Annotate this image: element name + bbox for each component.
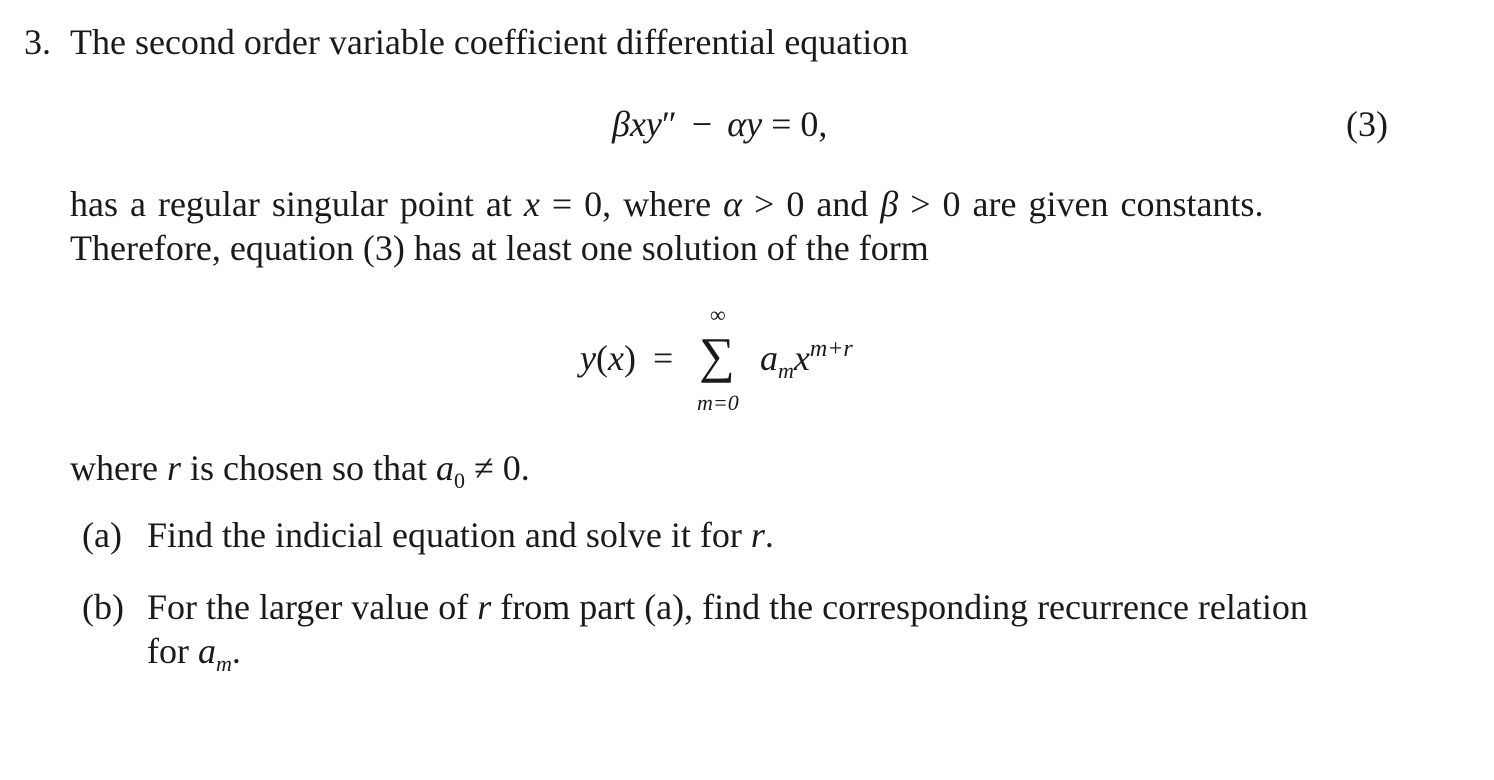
eq3-alpha: α [727, 104, 747, 144]
problem-heading: The second order variable coefficient differential equation [70, 22, 909, 62]
series-exponent: m+r [809, 336, 853, 362]
summation-sign: ∑ [699, 327, 735, 383]
series-coef-sub: m [778, 358, 794, 383]
equation-3 [612, 106, 827, 142]
part-b-line-1 [147, 589, 1308, 625]
series-var: x [793, 338, 810, 378]
part-a-end: . [764, 515, 774, 555]
where-a-sub: 0 [453, 468, 465, 493]
part-b-for: for [147, 631, 189, 671]
paragraph-line-2: Therefore, equation (3) has at least one solution of the form [70, 228, 929, 268]
eq3-minus: − [691, 104, 713, 144]
para1-eq: = 0, where [551, 184, 712, 224]
part-b-end: . [231, 631, 241, 671]
sum-lower-limit: m=0 [697, 390, 739, 415]
sum-upper-limit: ∞ [710, 302, 726, 327]
series-close-paren: ) [623, 338, 636, 378]
series-x: x [607, 338, 624, 378]
where-text-1: where [70, 448, 158, 488]
eq3-primes: ″ [661, 104, 677, 144]
problem-number: 3. [24, 22, 51, 62]
series-y: y [580, 338, 596, 378]
part-b-label: (b) [82, 587, 124, 627]
where-line [70, 448, 530, 493]
where-text-2: is chosen so that [189, 448, 427, 488]
where-neq: ≠ 0. [473, 448, 530, 488]
part-a-r: r [750, 515, 765, 555]
eq3-y: y [645, 104, 662, 144]
part-b-text-1: For the larger value of [147, 587, 469, 627]
para1-beta: β [880, 184, 899, 224]
part-b-a-sub: m [215, 651, 232, 676]
series-coef: a [760, 338, 778, 378]
part-b-line-2 [147, 631, 241, 676]
equation-tag: (3) [1346, 104, 1388, 144]
para1-x: x [523, 184, 540, 224]
part-b-a: a [197, 631, 216, 671]
para1-gt1: > 0 and [754, 184, 869, 224]
eq3-beta: β [612, 104, 630, 144]
eq3-x: x [629, 104, 646, 144]
series-term [760, 336, 853, 383]
part-b-r: r [477, 587, 492, 627]
series-open-paren: ( [595, 338, 608, 378]
where-r: r [166, 448, 181, 488]
series-lhs [580, 340, 673, 376]
series-equals: = [652, 338, 674, 378]
part-a-text [147, 517, 774, 553]
part-a-body: Find the indicial equation and solve it for [147, 515, 742, 555]
para1-text-1: has a regular singular point at [70, 184, 512, 224]
para1-alpha: α [723, 184, 743, 224]
para1-gt2: > 0 are given constants. [910, 184, 1264, 224]
paragraph-line-1 [70, 186, 1263, 222]
part-b-text-2: from part (a), find the corresponding recurrence relation [500, 587, 1308, 627]
where-a: a [435, 448, 454, 488]
part-a-label: (a) [82, 515, 122, 555]
eq3-equals-zero: = 0, [771, 104, 828, 144]
eq3-y2: y [746, 104, 763, 144]
